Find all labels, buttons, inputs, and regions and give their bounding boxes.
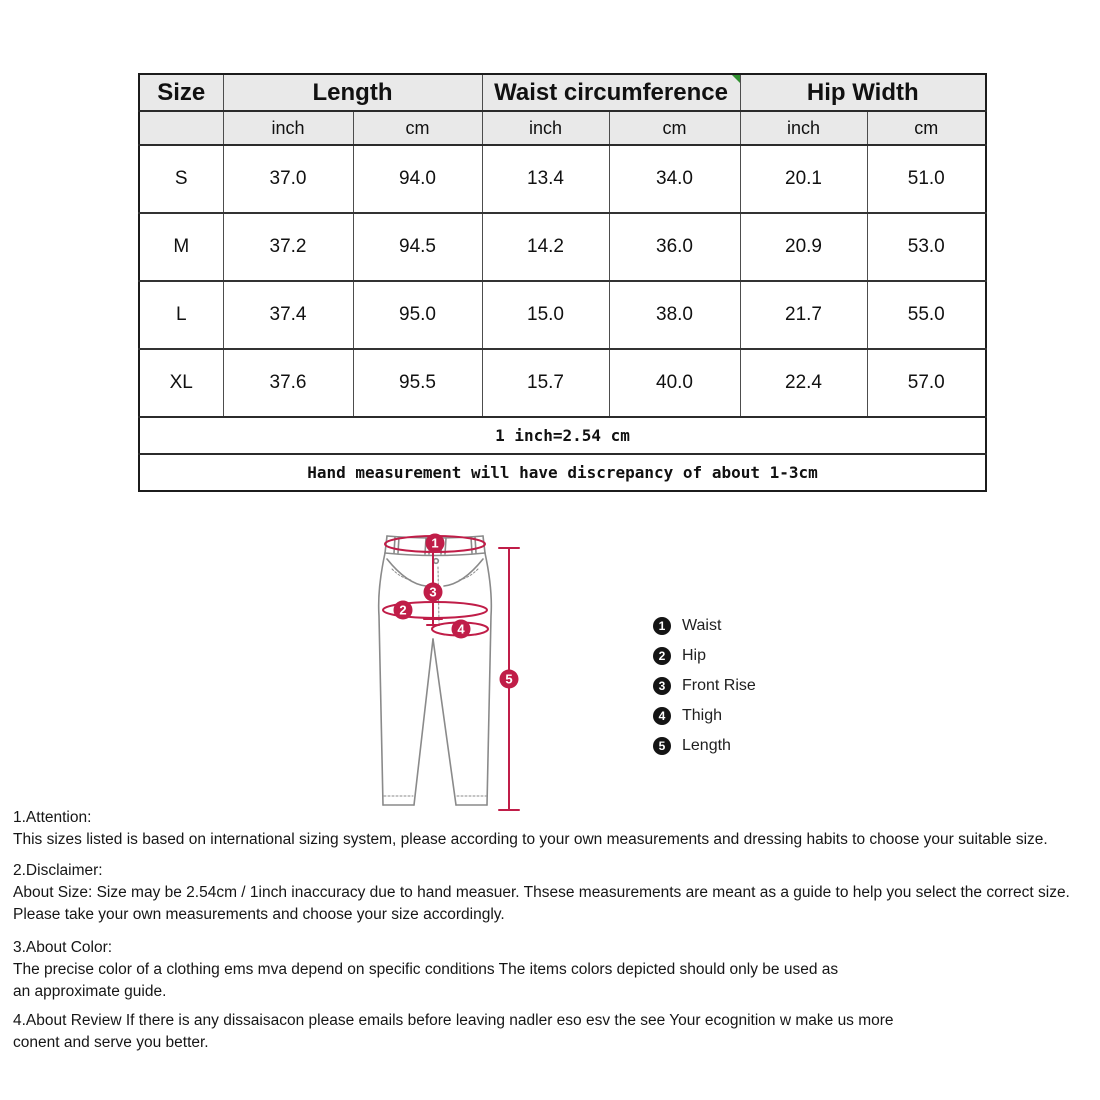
measurement-cell: 37.0 xyxy=(223,145,353,213)
legend-item-front-rise xyxy=(653,671,756,701)
legend-badge-5-icon: 5 xyxy=(653,737,671,755)
legend-label: Length xyxy=(682,737,731,754)
pants-measurement-diagram xyxy=(350,523,560,823)
about-review-text-line2: conent and serve you better. xyxy=(13,1034,209,1051)
unit-header-empty xyxy=(139,111,223,145)
table-row-s xyxy=(139,145,986,213)
size-chart-table xyxy=(138,73,987,492)
badge-4-number: 4 xyxy=(457,621,465,637)
measurement-cell: 20.1 xyxy=(740,145,867,213)
legend-label: Front Rise xyxy=(682,677,756,694)
measurement-cell: 21.7 xyxy=(740,281,867,349)
unit-header: inch xyxy=(740,111,867,145)
about-review-section xyxy=(13,1010,894,1054)
badge-3-number: 3 xyxy=(429,584,437,600)
waist-header-label: Waist circumference xyxy=(494,78,728,106)
legend-label: Thigh xyxy=(682,707,723,724)
attention-heading: 1.Attention: xyxy=(13,809,92,826)
pants-outline xyxy=(379,536,492,805)
measurement-cell: 37.6 xyxy=(223,349,353,417)
badge-5-number: 5 xyxy=(505,671,513,687)
measurement-cell: 40.0 xyxy=(609,349,740,417)
legend-badge-2-icon: 2 xyxy=(653,647,671,665)
table-row-l xyxy=(139,281,986,349)
legend-item-length xyxy=(653,731,756,761)
measurement-cell: 94.0 xyxy=(353,145,482,213)
measurement-cell: 57.0 xyxy=(867,349,986,417)
measurement-cell: 22.4 xyxy=(740,349,867,417)
measurement-cell: 15.7 xyxy=(482,349,609,417)
measurement-cell: 34.0 xyxy=(609,145,740,213)
about-color-section xyxy=(13,937,838,1003)
unit-header: inch xyxy=(223,111,353,145)
unit-header: inch xyxy=(482,111,609,145)
measurement-cell: 37.4 xyxy=(223,281,353,349)
legend-item-waist xyxy=(653,611,756,641)
unit-header: cm xyxy=(867,111,986,145)
hand-measurement-note: Hand measurement will have discrepancy of about 1-3cm xyxy=(139,454,986,491)
measurement-cell: 95.0 xyxy=(353,281,482,349)
measurement-cell: 37.2 xyxy=(223,213,353,281)
measurement-cell: 55.0 xyxy=(867,281,986,349)
measurement-cell: 20.9 xyxy=(740,213,867,281)
unit-header: cm xyxy=(609,111,740,145)
legend-badge-1-icon: 1 xyxy=(653,617,671,635)
green-corner-marker-icon xyxy=(732,75,740,83)
measurement-cell: 14.2 xyxy=(482,213,609,281)
size-cell: S xyxy=(139,145,223,213)
about-color-text-line2: an approximate guide. xyxy=(13,983,167,1000)
disclaimer-text-line1: About Size: Size may be 2.54cm / 1inch inaccuracy due to hand measuer. Thsese measurements are meant as a guide to help you select the correct size. xyxy=(13,884,1070,901)
measurement-cell: 95.5 xyxy=(353,349,482,417)
legend-badge-4-icon: 4 xyxy=(653,707,671,725)
disclaimer-text-line2: Please take your own measurements and choose your size accordingly. xyxy=(13,906,505,923)
legend-item-thigh xyxy=(653,701,756,731)
measurement-legend xyxy=(653,611,756,761)
measurement-cell: 94.5 xyxy=(353,213,482,281)
table-row-xl xyxy=(139,349,986,417)
legend-badge-3-icon: 3 xyxy=(653,677,671,695)
legend-label: Waist xyxy=(682,617,722,634)
table-footnote-row xyxy=(139,417,986,454)
size-cell: M xyxy=(139,213,223,281)
measurement-cell: 13.4 xyxy=(482,145,609,213)
about-color-heading: 3.About Color: xyxy=(13,939,113,956)
table-footnote-row xyxy=(139,454,986,491)
inch-conversion-note: 1 inch=2.54 cm xyxy=(139,417,986,454)
disclaimer-heading: 2.Disclaimer: xyxy=(13,862,103,879)
attention-text: This sizes listed is based on international sizing system, please according to your own measurements and dressing habits to choose your suitable size. xyxy=(13,831,1048,848)
column-header-waist xyxy=(482,74,740,111)
about-color-text-line1: The precise color of a clothing ems mva depend on specific conditions The items colors depicted should only be used as xyxy=(13,961,839,978)
column-header-length: Length xyxy=(223,74,482,111)
badge-2-number: 2 xyxy=(399,602,407,618)
measurement-cell: 38.0 xyxy=(609,281,740,349)
column-header-hip: Hip Width xyxy=(740,74,986,111)
disclaimer-section xyxy=(13,860,1070,926)
about-review-text-line1: 4.About Review If there is any dissaisacon please emails before leaving nadler eso esv the see Your ecognition w make us more xyxy=(13,1012,894,1029)
unit-header: cm xyxy=(353,111,482,145)
table-row-m xyxy=(139,213,986,281)
measurement-cell: 36.0 xyxy=(609,213,740,281)
size-cell: XL xyxy=(139,349,223,417)
measurement-cell: 53.0 xyxy=(867,213,986,281)
measurement-cell: 15.0 xyxy=(482,281,609,349)
column-header-size: Size xyxy=(139,74,223,111)
badge-1-number: 1 xyxy=(431,535,439,551)
attention-section xyxy=(13,807,1048,851)
legend-label: Hip xyxy=(682,647,707,664)
size-cell: L xyxy=(139,281,223,349)
legend-item-hip xyxy=(653,641,756,671)
measurement-badges xyxy=(394,534,519,689)
measurement-cell: 51.0 xyxy=(867,145,986,213)
